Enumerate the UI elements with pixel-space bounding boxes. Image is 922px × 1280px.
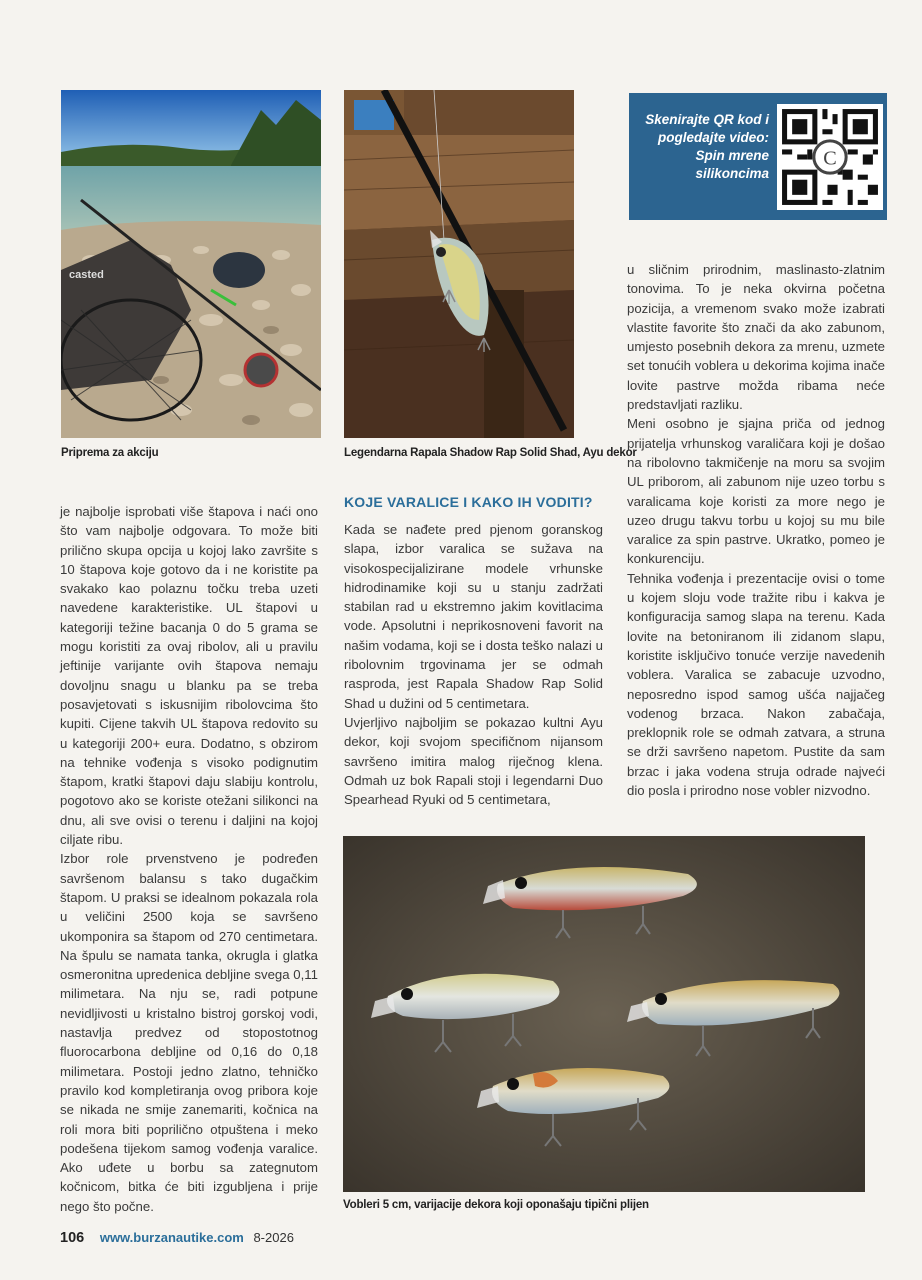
col2-paragraph: Uvjerljivo najboljim se pokazao kultni Ayu dekor, koji svojom specifičnom nijansom savršeno imitira malog riječnog klena. Odmah uz bok Rapali stoji i legendarni Duo Spearhead Ryuki od 5 centimetara,: [344, 714, 603, 808]
caption-photo2: Legendarna Rapala Shadow Rap Solid Shad, Ayu dekor: [344, 447, 637, 459]
qr-code-icon: [777, 104, 883, 210]
col1-paragraph: je najbolje isprobati više štapova i naći ono što vam najbolje odgovara. To može biti prilično skupa opcija u kojoj lako završite s 10 štapova koje gotovo da i ne koristite pa svakako kao polaznu točku treba uzeti navedene karakteristike. UL štapovi u kategoriji težine bacanja 0 do 5 grama se mogu koristiti za ovaj ribolov, ali u pravilu jeftinije varijante ovih štapova nemaju dovoljnu snagu u blanku pa se treba posavjetovati s iskusnijim ribolovcima što kupiti. Cijene takvih UL štapova redovito su u kategoriji 200+ eura. Dodatno, s obzirom na tehnike vođenja s visoko podignutim štapom, kratki štapovi daju slabiju kontrolu, pogotovo ako se koriste otežani silikonci na dnu, ali sve ovisi o terenu i daljini na kojoj ciljate ribu.: [60, 504, 318, 848]
river-gear-image: [61, 90, 321, 438]
caption-photo1: Priprema za akciju: [61, 447, 159, 459]
article-column-2: [344, 520, 603, 809]
caption-photo3: Vobleri 5 cm, varijacije dekora koji oponašaju tipični plijen: [343, 1199, 649, 1211]
photo-four-lures: [343, 836, 865, 1192]
col3-paragraph: u sličnim prirodnim, maslinasto-zlatnim tonovima. To je neka okvirna početna pozicija, a vremenom svako može izabrati vlastite favorite što znači da ako zabunom, umjesto posebnih dekora za mrenu, uzmete set tonućih voblera u dekorima kojima inače lovite pastrve možda ribama neće predstavljati razliku.: [627, 262, 885, 413]
page-number: 106: [60, 1230, 85, 1246]
four-lures-image: [343, 836, 865, 1192]
qr-callout: [629, 93, 887, 220]
photo-rapala-lure: [344, 90, 574, 438]
qr-callout-text: Skenirajte QR kod i pogledajte video: Spin mrene silikoncima: [645, 112, 769, 181]
page-footer: [60, 1230, 294, 1246]
qr-code[interactable]: [777, 104, 883, 210]
website-link[interactable]: www.burzanautike.com: [99, 1230, 244, 1245]
article-column-1: [60, 502, 318, 1216]
issue-number: 8-2026: [253, 1230, 294, 1245]
article-column-3: [627, 260, 885, 800]
svg-text:C: C: [823, 147, 837, 170]
section-heading: KOJE VARALICE I KAKO IH VODITI?: [344, 494, 593, 510]
col3-paragraph: Tehnika vođenja i prezentacije ovisi o tome u kojem sloju vode tražite ribu i kakva je konfiguracija samog slapa na terenu. Kada lovite na betoniranom ili zidanom slapu, koristite isključivo tonuće verzije navedenih voblera. Varalica se zabacuje uzvodno, neposredno ispod samog ušća najjačeg vodenog brzaca. Nakon zabačaja, preklopnik role se odmah zatvara, a struna se drži savršeno napetom. Pustite da sam brzac i jaka vodena struja odrade najveći dio posla i prirodno nose vobler nizvodno.: [627, 570, 885, 799]
brand-logo: casted: [69, 269, 104, 281]
col1-paragraph: Izbor role prvenstveno je podređen savršenom balansu s tako dugačkim štapom. U praksi se idealnom pokazala rola u veličini 2500 koja se savršeno ukomponira sa štapom od 270 centimetara. Na špulu se namata tanka, okrugla i glatka osmeronitna upredenica debljine svega 0,11 milimetara. Na nju se, radi potpune nevidljivosti u kristalno bistroj gorskoj vodi, nastavlja predvez od stopostotnog fluorocarbona debljine od 0,16 do 0,18 milimetara. Postoji jedno zlatno, tehničko pravilo kod kompletiranja ovog pribora koje se nikada ne smije zanemariti, kočnica na roli mora biti poprilično otpuštena i meko podešena tijekom samog vođenja varalice. Ako uđete u borbu sa zategnutom kočnicom, bitka će biti izgubljena i prije nego što počne.: [60, 851, 318, 1214]
rapala-lure-image: [344, 90, 574, 438]
col2-paragraph: Kada se nađete pred pjenom goranskog slapa, izbor varalica se sužava na visokospecijalizirane modele vrhunske hidrodinamike koji su u stanju zadržati stabilan rad u ekstremno jakim kovitlacima vode. Apsolutni i neprikosnoveni favorit na našim vodama, koji se i dosta teško nalazi u ribolovnim trgovinama jer se odmah rasproda, jest Rapala Shadow Rap Solid Shad u dužini od 5 centimetara.: [344, 522, 603, 711]
col3-paragraph: Meni osobno je sjajna priča od jednog prijatelja vrhunskog varaličara koji je došao na ribolovno takmičenje na moru sa svojim UL priborom, ali zabunom nije uzeo torbu s varalicama koje koristi za more nego je uzeo drugu takvu torbu u kojoj su mu bile varalice za spin pastrve. Ukratko, pomeo je konkurenciju.: [627, 416, 885, 567]
photo-river-gear: [61, 90, 321, 438]
